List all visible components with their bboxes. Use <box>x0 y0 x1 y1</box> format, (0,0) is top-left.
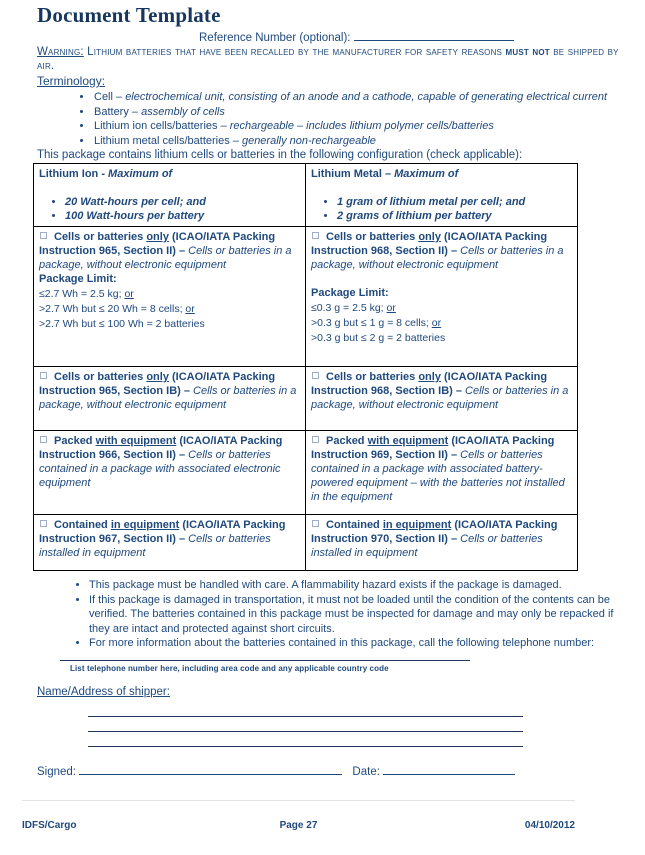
checkbox-pi969[interactable] <box>312 436 319 443</box>
terminology-item: • Battery – assembly of cells <box>93 105 620 120</box>
header-cell-lithium-ion: Lithium Ion - Maximum of • 20 Watt-hours per cell; and • 100 Watt-hours per battery <box>34 164 306 227</box>
signature-field[interactable] <box>79 763 342 775</box>
lithium-ion-limit: • 100 Watt-hours per battery <box>65 209 299 223</box>
warning-label: Warning: <box>37 46 84 58</box>
page-title: Document Template <box>37 3 221 27</box>
lithium-ion-limit: • 20 Watt-hours per cell; and <box>65 195 299 209</box>
table-row-section1b-only <box>34 367 578 431</box>
cell-pi966: Packed with equipment (ICAO/IATA Packing Instruction 966, Section II) – Cells or batteries contained in a package with associated electronic equipment <box>34 431 306 515</box>
table-row-contained-in-equipment <box>34 515 578 571</box>
cell-pi965-section2: Cells or batteries only (ICAO/IATA Packing Instruction 965, Section II) – Cells or batteries in a package, without electronic equipment Package Limit: ≤2.7 Wh = 2.5 kg; or >2.7 Wh but ≤ 20 Wh = 8 cells; or >2.7 Wh but ≤ 100 Wh = 2 batteries <box>34 227 306 367</box>
lithium-metal-limit: • 2 grams of lithium per battery <box>337 209 571 223</box>
checkbox-pi968-section2[interactable] <box>312 232 319 239</box>
shipper-address-lines <box>88 702 523 747</box>
telephone-number-field[interactable] <box>60 660 470 661</box>
warning-text-post: be shipped by air. <box>37 46 619 72</box>
checkbox-pi965-section1b[interactable] <box>40 372 47 379</box>
limit-line: ≤0.3 g = 2.5 kg; or <box>311 302 396 314</box>
limit-line: >0.3 g but ≤ 1 g = 8 cells; or <box>311 317 442 329</box>
limit-line: >0.3 g but ≤ 2 g = 2 batteries <box>311 332 446 344</box>
table-row-section2-only <box>34 227 578 367</box>
checkbox-pi968-section1b[interactable] <box>312 372 319 379</box>
package-limit-pi968: Package Limit: ≤0.3 g = 2.5 kg; or >0.3 g but ≤ 1 g = 8 cells; or >0.3 g but ≤ 2 g = 2 batteries <box>311 286 571 346</box>
shipper-address-field[interactable] <box>88 702 523 717</box>
signature-row <box>37 763 620 778</box>
limit-line: >2.7 Wh but ≤ 20 Wh = 8 cells; or <box>39 303 195 315</box>
reference-number-row <box>199 29 620 44</box>
checkbox-pi970[interactable] <box>312 520 319 527</box>
limit-line: ≤2.7 Wh = 2.5 kg; or <box>39 288 134 300</box>
cell-pi970: Contained in equipment (ICAO/IATA Packing Instruction 970, Section II) – Cells or batteries installed in equipment <box>306 515 578 571</box>
package-limit-pi965: Package Limit: ≤2.7 Wh = 2.5 kg; or >2.7 Wh but ≤ 20 Wh = 8 cells; or >2.7 Wh but ≤ 100 Wh = 2 batteries <box>39 272 299 332</box>
terminology-item: • Lithium metal cells/batteries – generally non-rechargeable <box>93 134 620 149</box>
configuration-table <box>33 163 578 571</box>
cell-pi968-section2: Cells or batteries only (ICAO/IATA Packing Instruction 968, Section II) – Cells or batteries in a package, without electronic equipment Package Limit: ≤0.3 g = 2.5 kg; or >0.3 g but ≤ 1 g = 8 cells; or >0.3 g but ≤ 2 g = 2 batteries <box>306 227 578 367</box>
cell-pi969: Packed with equipment (ICAO/IATA Packing Instruction 969, Section II) – Cells or batteries contained in a package with associated battery-powered equipment – with the batteries not installed in the equipment <box>306 431 578 515</box>
table-row-packed-with-equipment <box>34 431 578 515</box>
date-field[interactable] <box>383 763 515 775</box>
terminology-item: • Cell – electrochemical unit, consisting of an anode and a cathode, capable of generating electrical current <box>93 90 620 105</box>
date-label: Date: <box>352 765 380 778</box>
configuration-intro: This package contains lithium cells or batteries in the following configuration (check applicable): <box>37 149 523 161</box>
table-header-row <box>34 164 578 227</box>
header-cell-lithium-metal: Lithium Metal – Maximum of • 1 gram of lithium metal per cell; and • 2 grams of lithium per battery <box>306 164 578 227</box>
cell-pi965-section1b: Cells or batteries only (ICAO/IATA Packing Instruction 965, Section IB) – Cells or batteries in a package, without electronic equipment <box>34 367 306 431</box>
shipper-address-field[interactable] <box>88 717 523 732</box>
warning-text-bold: must not <box>505 46 550 58</box>
telephone-caption: List telephone number here, including area code and any applicable country code <box>70 663 389 673</box>
terminology-heading: Terminology: <box>37 74 106 88</box>
checkbox-pi967[interactable] <box>40 520 47 527</box>
handling-note: • For more information about the batteries contained in this package, call the following telephone number: <box>89 636 620 651</box>
reference-number-label: Reference Number (optional): <box>199 32 351 44</box>
checkbox-pi966[interactable] <box>40 436 47 443</box>
handling-notes-list <box>37 578 620 651</box>
footer-date: 04/10/2012 <box>524 820 575 831</box>
terminology-list <box>37 90 620 148</box>
lithium-metal-limit: • 1 gram of lithium metal per cell; and <box>337 195 571 209</box>
footer-page-number: Page 27 <box>279 820 318 831</box>
shipper-label: Name/Address of shipper: <box>37 685 170 698</box>
page-footer <box>22 800 575 831</box>
terminology-item: • Lithium ion cells/batteries – rechargeable – includes lithium polymer cells/batteries <box>93 119 620 134</box>
shipper-address-field[interactable] <box>88 732 523 747</box>
handling-note: • If this package is damaged in transportation, it must not be loaded until the condition of the contents can be verified. The batteries contained in this package must be inspected for damage and may only be repacked if they are intact and protected against short circuits. <box>89 593 620 637</box>
limit-line: >2.7 Wh but ≤ 100 Wh = 2 batteries <box>39 318 205 330</box>
checkbox-pi965-section2[interactable] <box>40 232 47 239</box>
warning-text-pre: Lithium batteries that have been recalled by the manufacturer for safety reasons <box>83 46 506 58</box>
cell-pi967: Contained in equipment (ICAO/IATA Packing Instruction 967, Section II) – Cells or batteries installed in equipment <box>34 515 306 571</box>
footer-document-id: IDFS/Cargo <box>22 820 77 831</box>
cell-pi968-section1b: Cells or batteries only (ICAO/IATA Packing Instruction 968, Section IB) – Cells or batteries in a package, without electronic equipment <box>306 367 578 431</box>
signed-label: Signed: <box>37 765 77 778</box>
warning-paragraph <box>37 45 620 73</box>
handling-note: • This package must be handled with care. A flammability hazard exists if the package is damaged. <box>89 578 620 593</box>
reference-number-field[interactable] <box>354 29 514 41</box>
